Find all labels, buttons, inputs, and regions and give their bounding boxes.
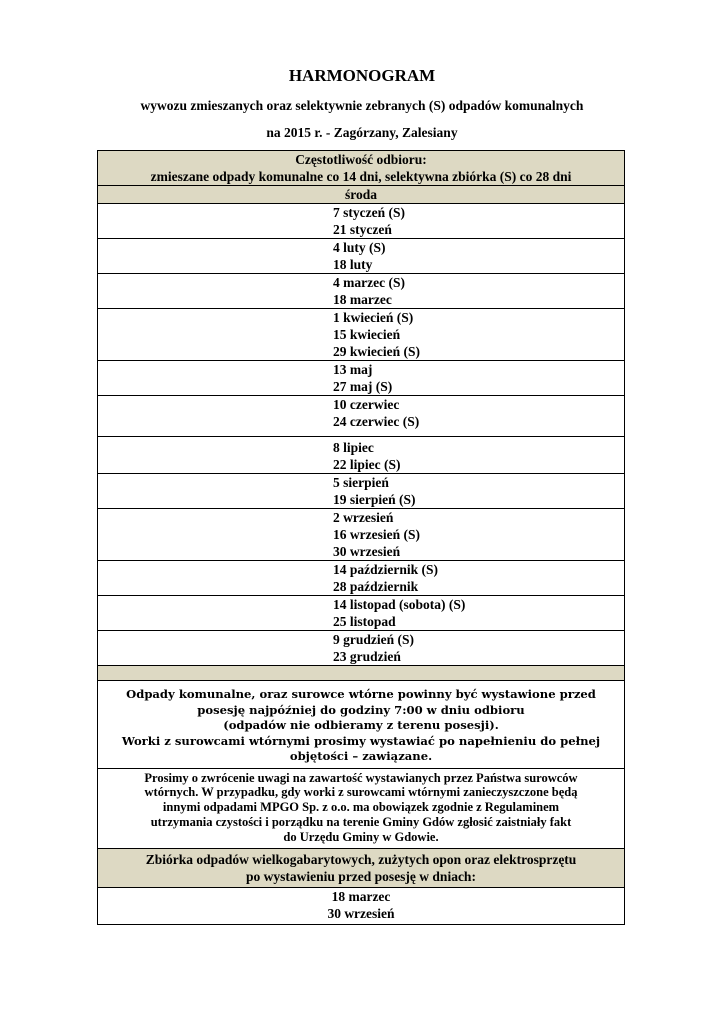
- notice-line: do Urzędu Gminy w Gdowie.: [283, 829, 439, 844]
- spacer-row: [98, 665, 624, 680]
- date-item: 28 październik: [333, 579, 419, 594]
- date-item: 5 sierpień: [333, 475, 389, 490]
- notice-line: innymi odpadami MPGO Sp. z o.o. ma obowiązek zgodnie z Regulaminem: [162, 800, 560, 815]
- month-row-june: [98, 395, 624, 436]
- month-row-september: [98, 508, 624, 560]
- note-line: (odpadów nie odbieramy z terenu posesji).: [223, 718, 499, 732]
- bulky-date: 30 wrzesień: [327, 906, 395, 922]
- month-row-october: [98, 560, 624, 595]
- month-row-july: [98, 436, 624, 473]
- date-item: 23 grudzień: [333, 649, 401, 664]
- note-line: Odpady komunalne, oraz surowce wtórne powinny być wystawione przed: [126, 687, 596, 701]
- schedule-table: [97, 150, 625, 925]
- date-item: 8 lipiec: [333, 440, 374, 455]
- date-item: 30 wrzesień: [333, 544, 401, 559]
- frequency-label: Częstotliwość odbioru:: [295, 152, 427, 167]
- bulky-date: 18 marzec: [331, 889, 391, 905]
- date-item: 7 styczeń (S): [333, 205, 405, 220]
- page-title: HARMONOGRAM: [288, 66, 436, 85]
- weekday-header: [98, 185, 624, 203]
- note-line: Worki z surowcami wtórnymi prosimy wystawiać po napełnieniu do pełnej: [121, 733, 601, 748]
- notice-line: Prosimy o zwrócenie uwagi na zawartość wystawianych przez Państwa surowców: [144, 770, 578, 785]
- frequency-description: zmieszane odpady komunalne co 14 dni, selektywna zbiórka (S) co 28 dni: [150, 169, 572, 184]
- date-item: 10 czerwiec: [333, 397, 400, 412]
- date-item: 29 kwiecień (S): [333, 344, 420, 359]
- month-row-may: [98, 360, 624, 395]
- month-row-january: [98, 203, 624, 238]
- bulky-waste-header: [98, 848, 624, 887]
- date-item: 2 wrzesień: [333, 510, 394, 525]
- month-row-march: [98, 273, 624, 308]
- bulky-header-line: Zbiórka odpadów wielkogabarytowych, zużytych opon oraz elektrosprzętu: [145, 852, 577, 868]
- recyclables-notice: [98, 768, 624, 849]
- date-item: 25 listopad: [333, 614, 396, 629]
- date-item: 14 listopad (sobota) (S): [333, 597, 466, 612]
- date-item: 4 marzec (S): [333, 275, 405, 290]
- note-line: objętości – zawiązane.: [289, 749, 433, 763]
- date-item: 21 styczeń: [333, 222, 392, 237]
- date-item: 9 grudzień (S): [333, 632, 414, 647]
- notice-line: wtórnych. W przypadku, gdy worki z surowcami wtórnymi zanieczyszczone będą: [144, 785, 578, 800]
- month-row-december: [98, 630, 624, 665]
- month-row-april: [98, 308, 624, 360]
- date-item: 27 maj (S): [333, 379, 393, 394]
- date-item: 1 kwiecień (S): [333, 310, 414, 325]
- month-row-february: [98, 238, 624, 273]
- date-item: 14 październik (S): [333, 562, 439, 577]
- page-subtitle-location: na 2015 r. - Zagórzany, Zalesiany: [266, 125, 458, 140]
- date-item: 22 lipiec (S): [333, 457, 401, 472]
- date-item: 18 marzec: [333, 292, 392, 307]
- bulky-header-line: po wystawieniu przed posesję w dniach:: [246, 869, 476, 885]
- date-item: 19 sierpień (S): [333, 492, 416, 507]
- month-row-november: [98, 595, 624, 630]
- page-subtitle: wywozu zmieszanych oraz selektywnie zebranych (S) odpadów komunalnych: [140, 98, 584, 113]
- date-item: 15 kwiecień: [333, 327, 401, 342]
- date-item: 13 maj: [333, 362, 373, 377]
- weekday-label: środa: [344, 187, 377, 202]
- date-item: 16 wrzesień (S): [333, 527, 420, 542]
- date-item: 4 luty (S): [333, 240, 386, 255]
- month-row-august: [98, 473, 624, 508]
- date-item: 24 czerwiec (S): [333, 414, 420, 429]
- date-item: 18 luty: [333, 257, 373, 272]
- bulky-waste-dates: [98, 887, 624, 924]
- frequency-header: [98, 151, 624, 185]
- collection-rules-note: [98, 680, 624, 768]
- notice-line: utrzymania czystości i porządku na terenie Gminy Gdów zgłosić zaistniały fakt: [150, 814, 572, 829]
- note-line: posesję najpóźniej do godziny 7:00 w dniu odbioru: [197, 702, 525, 717]
